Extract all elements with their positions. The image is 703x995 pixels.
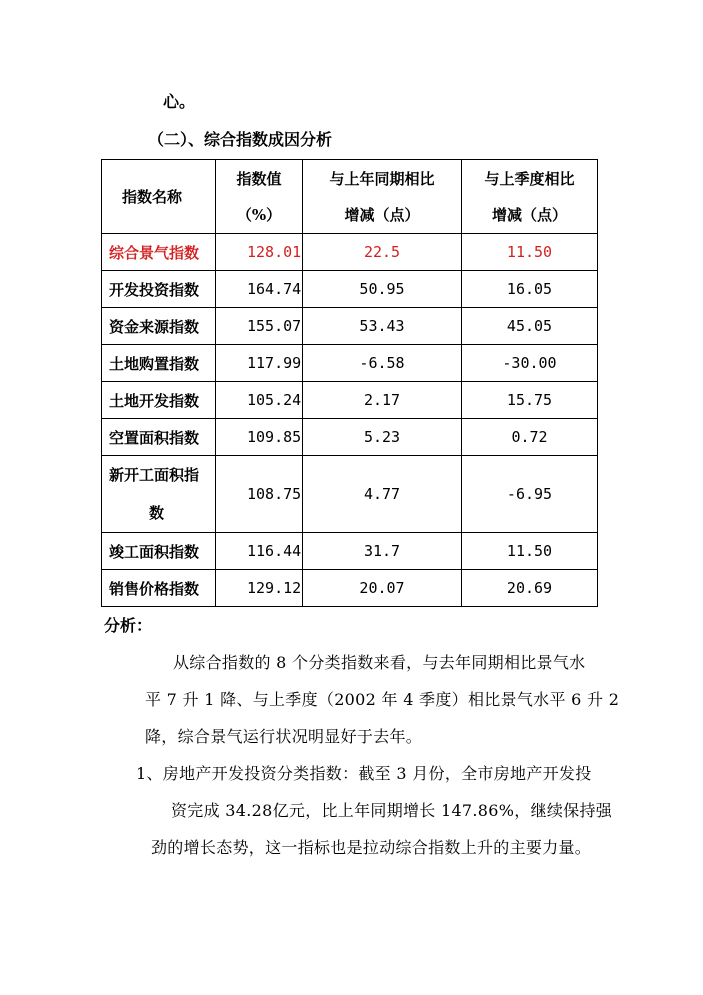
- table-row: [102, 308, 598, 345]
- row-yoy: 22.5: [303, 234, 462, 271]
- row-qoq: 15.75: [462, 382, 598, 419]
- table-row: [102, 271, 598, 308]
- row-value: 129.12: [216, 570, 303, 607]
- row-qoq: 20.69: [462, 570, 598, 607]
- section-title: （二）、综合指数成因分析: [148, 130, 333, 149]
- row-qoq: 0.72: [462, 419, 598, 456]
- row-qoq: -6.95: [462, 456, 598, 533]
- row-value: 105.24: [216, 382, 303, 419]
- row-yoy: 53.43: [303, 308, 462, 345]
- index-table: [101, 159, 598, 607]
- analysis-item1-line1: 1、房地产开发投资分类指数：截至 3 月份，全市房地产开发投: [136, 764, 592, 783]
- row-name: 空置面积指数: [102, 419, 216, 456]
- table-row: [102, 382, 598, 419]
- row-name: 综合景气指数: [102, 234, 216, 271]
- row-name: 土地开发指数: [102, 382, 216, 419]
- analysis-item1-line3: 劲的增长态势，这一指标也是拉动综合指数上升的主要力量。: [151, 838, 592, 857]
- row-value: 128.01: [216, 234, 303, 271]
- header-value: 指数值 （%）: [216, 160, 303, 234]
- table-row: [102, 345, 598, 382]
- table-row: [102, 419, 598, 456]
- row-name: 资金来源指数: [102, 308, 216, 345]
- table-row: [102, 234, 598, 271]
- row-value: 117.99: [216, 345, 303, 382]
- continued-text: 心。: [163, 92, 196, 111]
- row-value: 164.74: [216, 271, 303, 308]
- row-yoy: 50.95: [303, 271, 462, 308]
- row-name: 土地购置指数: [102, 345, 216, 382]
- row-value: 108.75: [216, 456, 303, 533]
- row-value: 109.85: [216, 419, 303, 456]
- row-yoy: 4.77: [303, 456, 462, 533]
- row-qoq: -30.00: [462, 345, 598, 382]
- row-qoq: 11.50: [462, 234, 598, 271]
- table-row: [102, 570, 598, 607]
- row-yoy: 2.17: [303, 382, 462, 419]
- row-yoy: -6.58: [303, 345, 462, 382]
- table-row: [102, 533, 598, 570]
- row-value: 155.07: [216, 308, 303, 345]
- row-name: 新开工面积指 数: [102, 456, 216, 533]
- row-qoq: 45.05: [462, 308, 598, 345]
- row-name: 竣工面积指数: [102, 533, 216, 570]
- analysis-para1-line1: 从综合指数的 8 个分类指数来看，与去年同期相比景气水: [173, 653, 586, 672]
- header-yoy: 与上年同期相比 增减（点）: [303, 160, 462, 234]
- row-name: 销售价格指数: [102, 570, 216, 607]
- row-name: 开发投资指数: [102, 271, 216, 308]
- analysis-label: 分析：: [104, 616, 153, 635]
- header-name: 指数名称: [102, 160, 216, 234]
- row-yoy: 31.7: [303, 533, 462, 570]
- row-yoy: 20.07: [303, 570, 462, 607]
- table-header-row: [102, 160, 598, 234]
- analysis-para1-line3: 降，综合景气运行状况明显好于去年。: [145, 727, 423, 746]
- analysis-item1-line2: 资完成 34.28亿元，比上年同期增长 147.86%，继续保持强: [171, 801, 613, 820]
- analysis-para1-line2: 平 7 升 1 降、与上季度（2002 年 4 季度）相比景气水平 6 升 2: [145, 690, 620, 709]
- row-qoq: 11.50: [462, 533, 598, 570]
- table-row: [102, 456, 598, 533]
- row-yoy: 5.23: [303, 419, 462, 456]
- row-value: 116.44: [216, 533, 303, 570]
- row-qoq: 16.05: [462, 271, 598, 308]
- header-qoq: 与上季度相比 增减（点）: [462, 160, 598, 234]
